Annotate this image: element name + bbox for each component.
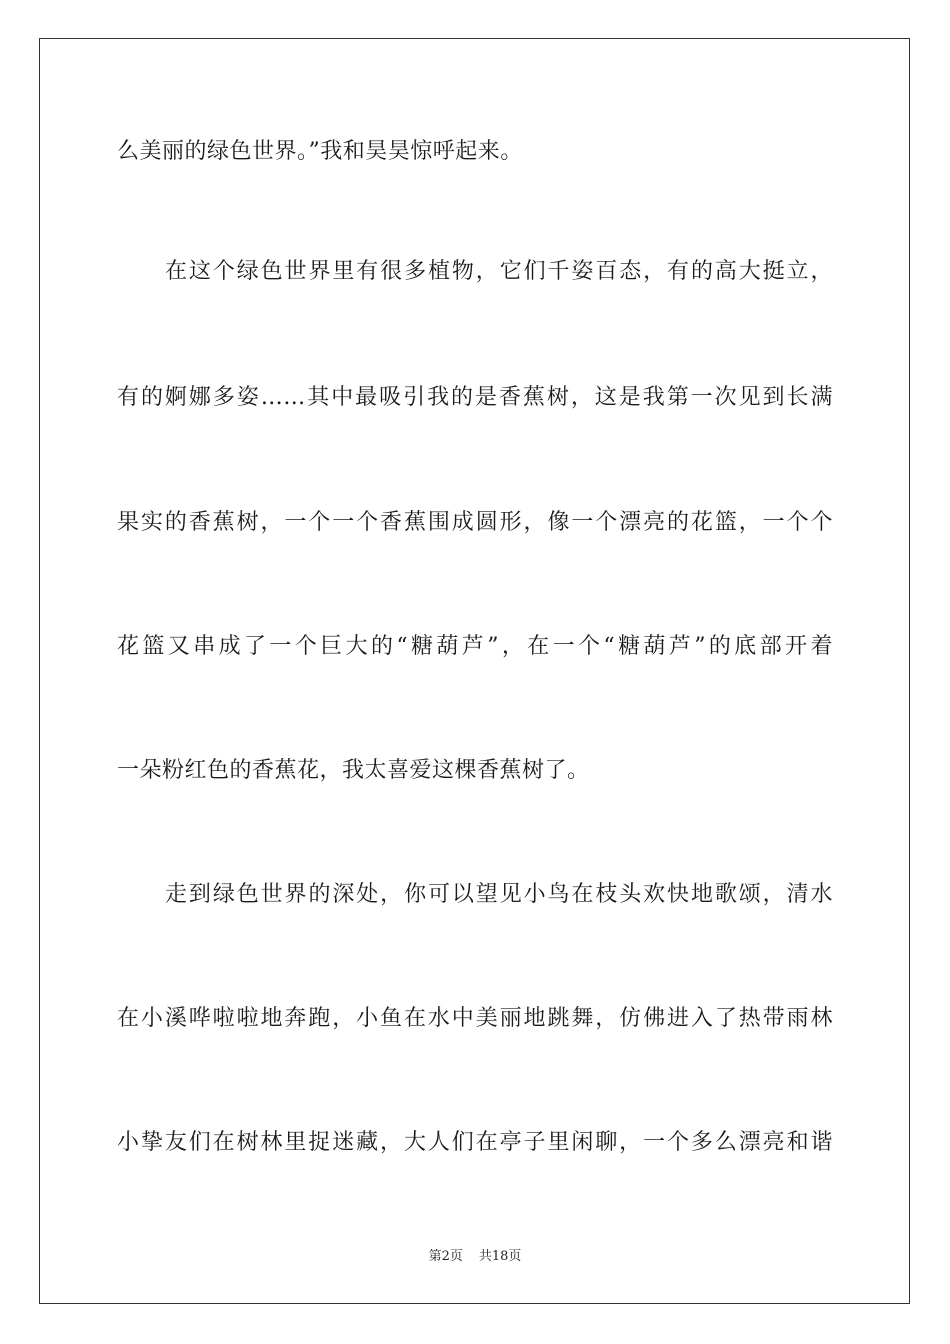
page-border <box>39 38 910 1304</box>
page-total: 共18页 <box>478 1249 522 1264</box>
text-line-6: 一朵粉红色的香蕉花，我太喜爱这棵香蕉树了。 <box>117 758 590 783</box>
text-line-2: 在这个绿色世界里有很多植物，它们千姿百态，有的高大挺立， <box>165 259 833 284</box>
page-footer <box>0 1248 950 1266</box>
text-line-9: 小挚友们在树林里捉迷藏，大人们在亭子里闲聊，一个多么漂亮和谐 <box>117 1130 833 1155</box>
text-line-3: 有的婀娜多姿……其中最吸引我的是香蕉树，这是我第一次见到长满 <box>117 385 833 410</box>
text-line-5: 花篮又串成了一个巨大的“糖葫芦”，在一个“糖葫芦”的底部开着 <box>117 634 833 659</box>
text-line-1: 么美丽的绿色世界。”我和昊昊惊呼起来。 <box>117 139 523 164</box>
text-line-8: 在小溪哗啦啦地奔跑，小鱼在水中美丽地跳舞，仿佛进入了热带雨林 <box>117 1006 833 1031</box>
text-line-7: 走到绿色世界的深处，你可以望见小鸟在枝头欢快地歌颂，清水 <box>165 882 833 907</box>
text-line-4: 果实的香蕉树，一个一个香蕉围成圆形，像一个漂亮的花篮，一个个 <box>117 510 833 535</box>
page-number: 第2页 <box>428 1249 463 1264</box>
